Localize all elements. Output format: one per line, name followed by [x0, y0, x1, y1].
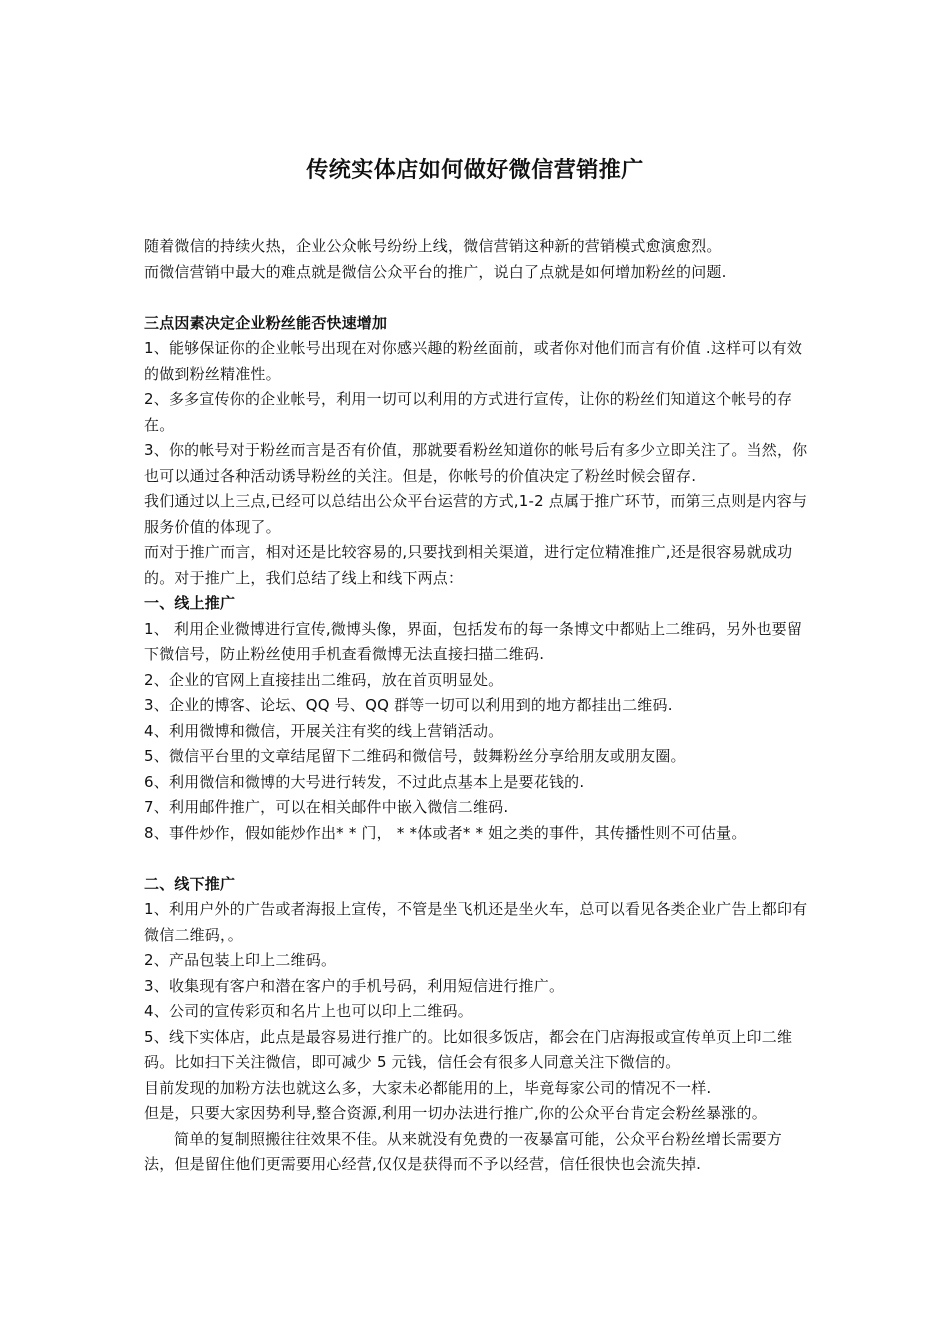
online-item-1: 1、 利用企业微博进行宣传,微博头像，界面，包括发布的每一条博文中都贴上二维码，另外也要留下微信号，防止粉丝使用手机查看微博无法直接扫描二维码. — [144, 619, 803, 663]
spacer — [144, 846, 808, 872]
document-body — [144, 234, 808, 1178]
document-title: 传统实体店如何做好微信营销推广 — [306, 158, 644, 183]
summary-paragraph-1: 我们通过以上三点,已经可以总结出公众平台运营的方式,1-2 点属于推广环节，而第三点则是内容与服务价值的体现了。 — [144, 492, 808, 536]
online-item-6: 6、利用微信和微博的大号进行转发，不过此点基本上是要花钱的. — [144, 772, 585, 791]
factor-item-2: 2、多多宣传你的企业帐号，利用一切可以利用的方式进行宣传，让你的粉丝们知道这个帐号的存在。 — [144, 390, 793, 434]
offline-heading: 二、线下推广 — [144, 874, 236, 893]
offline-item-1: 1、利用户外的广告或者海报上宣传，不管是坐飞机还是坐火车，总可以看见各类企业广告上都印有微信二维码，。 — [144, 900, 808, 944]
summary-paragraph-2: 而对于推广而言，相对还是比较容易的,只要找到相关渠道，进行定位精准推广,还是很容易就成功的。对于推广上，我们总结了线上和线下两点： — [144, 543, 793, 587]
conclusion-paragraph-2: 但是，只要大家因势利导,整合资源,利用一切办法进行推广,你的公众平台肯定会粉丝暴涨的。 — [144, 1104, 767, 1122]
factor-item-3: 3、你的帐号对于粉丝而言是否有价值，那就要看粉丝知道你的帐号后有多少立即关注了。当然，你也可以通过各种活动诱导粉丝的关注。但是，你帐号的价值决定了粉丝时候会留存. — [144, 441, 808, 485]
online-item-3: 3、企业的博客、论坛、QQ 号、QQ 群等一切可以利用到的地方都挂出二维码. — [144, 696, 673, 714]
intro-paragraph-1: 随着微信的持续火热，企业公众帐号纷纷上线，微信营销这种新的营销模式愈演愈烈。 — [144, 237, 722, 255]
offline-item-4: 4、公司的宣传彩页和名片上也可以印上二维码。 — [144, 1002, 473, 1020]
online-item-7: 7、利用邮件推广，可以在相关邮件中嵌入微信二维码. — [144, 798, 509, 816]
online-item-8: 8、事件炒作，假如能炒作出* * 门， * *体或者* * 姐之类的事件，其传播性则不可估量。 — [144, 823, 747, 842]
online-heading: 一、线上推广 — [144, 594, 236, 612]
offline-item-5: 5、线下实体店，此点是最容易进行推广的。比如很多饭店，都会在门店海报或宣传单页上印二维码。比如扫下关注微信，即可减少 5 元钱，信任会有很多人同意关注下微信的。 — [144, 1027, 793, 1071]
factors-heading: 三点因素决定企业粉丝能否快速增加 — [144, 313, 388, 332]
offline-item-2: 2、产品包装上印上二维码。 — [144, 951, 337, 969]
online-item-2: 2、企业的官网上直接挂出二维码，放在首页明显处。 — [144, 670, 504, 689]
conclusion-paragraph-3: 简单的复制照搬往往效果不佳。从来就没有免费的一夜暴富可能，公众平台粉丝增长需要方法，但是留住他们更需要用心经营,仅仅是获得而不予以经营，信任很快也会流失掉. — [144, 1129, 783, 1173]
spacer — [144, 285, 808, 311]
intro-paragraph-2: 而微信营销中最大的难点就是微信公众平台的推广，说白了点就是如何增加粉丝的问题. — [144, 262, 727, 281]
offline-item-3: 3、收集现有客户和潜在客户的手机号码，利用短信进行推广。 — [144, 976, 565, 995]
online-item-5: 5、微信平台里的文章结尾留下二维码和微信号，鼓舞粉丝分享给朋友或朋友圈。 — [144, 747, 686, 765]
online-item-4: 4、利用微博和微信，开展关注有奖的线上营销活动。 — [144, 721, 504, 740]
factor-item-1: 1、能够保证你的企业帐号出现在对你感兴趣的粉丝面前，或者你对他们而言有价值 .这样可以有效的做到粉丝精准性。 — [144, 339, 803, 383]
conclusion-paragraph-1: 目前发现的加粉方法也就这么多，大家未必都能用的上，毕竟每家公司的情况不一样. — [144, 1078, 712, 1097]
